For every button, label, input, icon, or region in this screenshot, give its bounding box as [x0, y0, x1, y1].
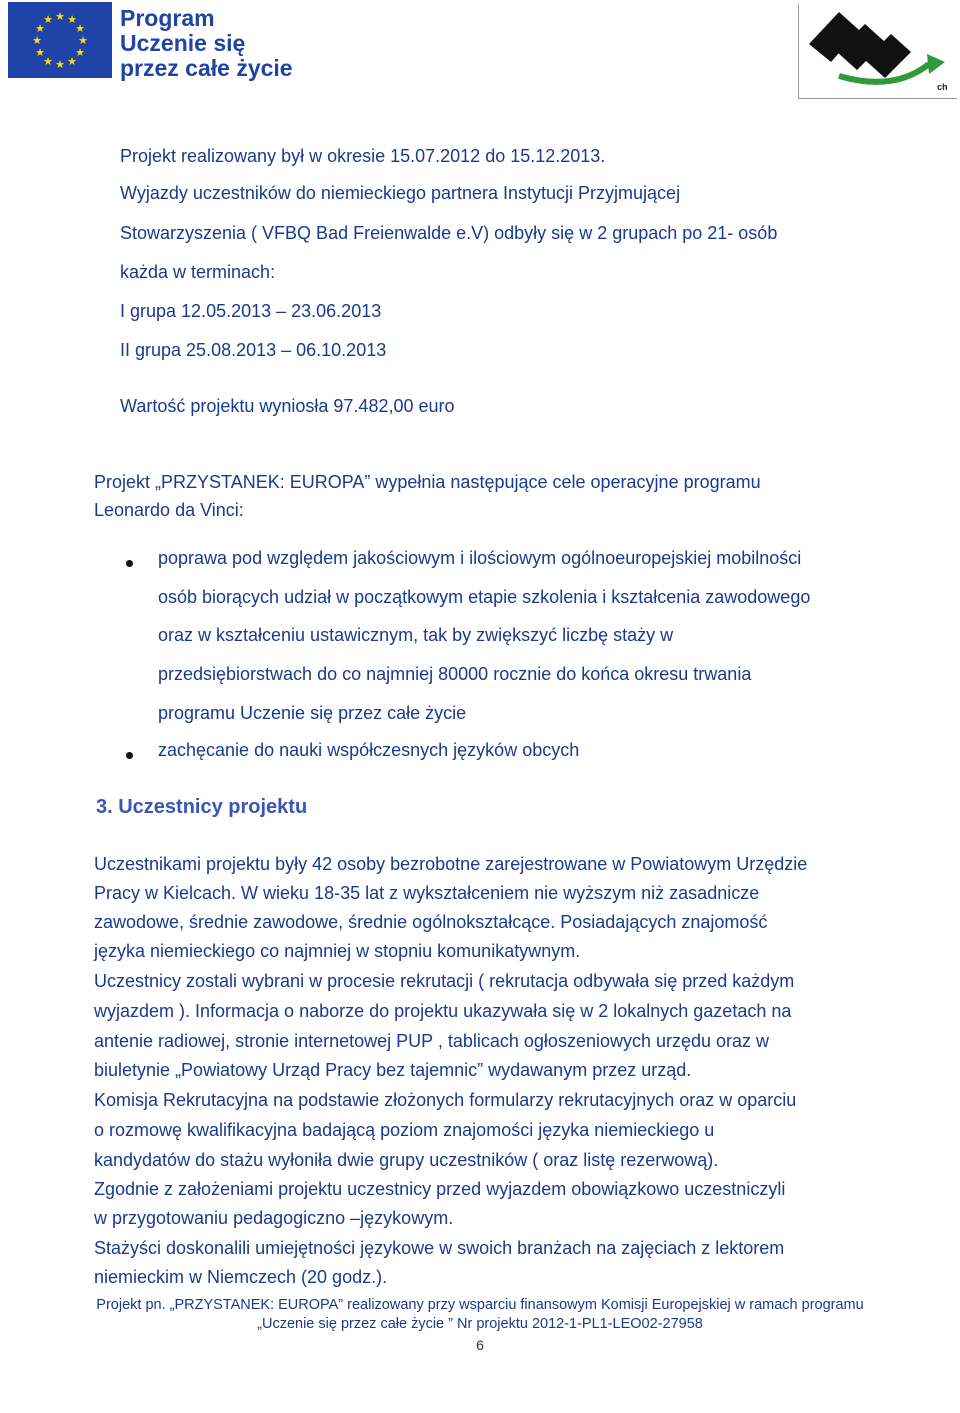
eu-stars-icon — [8, 2, 112, 78]
participants-line-1: Uczestnikami projektu były 42 osoby bezrobotne zarejestrowane w Powiatowym Urzędzie — [94, 854, 808, 874]
participants-line-2: Pracy w Kielcach. W wieku 18-35 lat z wykształceniem nie wyższym niż zasadnicze — [94, 883, 760, 903]
goal-1-line-1: poprawa pod względem jakościowym i ilościowym ogólnoeuropejskiej mobilności — [158, 548, 802, 568]
participants-line-15: niemieckim w Niemczech (20 godz.). — [94, 1267, 388, 1287]
participants-line-5: Uczestnicy zostali wybrani w procesie rekrutacji ( rekrutacja odbywała się przed każdym — [94, 971, 795, 991]
goal-1-line-3: oraz w kształceniu ustawicznym, tak by zwiększyć liczbę staży w — [158, 625, 674, 645]
participants-line-4: języka niemieckiego co najmniej w stopniu komunikatywnym. — [94, 941, 581, 961]
goal-1-line-2: osób biorących udział w początkowym etapie szkolenia i kształcenia zawodowego — [158, 587, 811, 607]
program-line-1: Program — [120, 5, 215, 31]
goal-1-line-5: programu Uczenie się przez całe życie — [158, 703, 467, 723]
bullet-icon — [126, 560, 133, 567]
program-line-3: przez całe życie — [120, 55, 293, 81]
intro-line-1: Projekt realizowany był w okresie 15.07.2012 do 15.12.2013. — [120, 146, 606, 166]
program-line-2: Uczenie się — [120, 30, 246, 56]
bullet-icon — [126, 752, 133, 759]
intro-line-3: Stowarzyszenia ( VFBQ Bad Freienwalde e.V) odbyły się w 2 grupach po 21- osób — [120, 223, 778, 243]
goal-1-line-4: przedsiębiorstwach do co najmniej 80000 rocznie do końca okresu trwania — [158, 664, 752, 684]
page-number: 6 — [476, 1337, 484, 1353]
partner-logo — [798, 4, 957, 99]
participants-line-12: Zgodnie z założeniami projektu uczestnicy przed wyjazdem obowiązkowo uczestniczyli — [94, 1179, 786, 1199]
page-header — [0, 0, 960, 100]
svg-text:★: ★ — [55, 10, 65, 23]
goals-intro-line-2: Leonardo da Vinci: — [94, 500, 244, 520]
intro-line-2: Wyjazdy uczestników do niemieckiego partnera Instytucji Przyjmującej — [120, 183, 681, 203]
participants-line-3: zawodowe, średnie zawodowe, średnie ogólnokształcące. Posiadających znajomość — [94, 912, 768, 932]
svg-text:★: ★ — [35, 46, 45, 59]
group-2-dates: II grupa 25.08.2013 – 06.10.2013 — [120, 340, 387, 360]
section-heading: 3. Uczestnicy projektu — [96, 796, 308, 818]
svg-text:★: ★ — [55, 58, 65, 71]
svg-text:★: ★ — [35, 22, 45, 35]
partner-logo-icon — [799, 4, 957, 98]
participants-line-14: Stażyści doskonalili umiejętności językowe w swoich branżach na zajęciach z lektorem — [94, 1238, 785, 1258]
goal-2: zachęcanie do nauki współczesnych języków obcych — [158, 740, 580, 760]
participants-line-8: biuletynie „Powiatowy Urząd Pracy bez tajemnic” wydawanym przez urząd. — [94, 1060, 692, 1080]
group-1-dates: I grupa 12.05.2013 – 23.06.2013 — [120, 301, 382, 321]
program-logo-text — [120, 6, 293, 81]
svg-text:★: ★ — [32, 34, 42, 47]
footer-line-2: „Uczenie się przez całe życie ” Nr projektu 2012-1-PL1-LEO02-27958 — [257, 1316, 703, 1332]
svg-text:★: ★ — [78, 34, 88, 47]
svg-text:★: ★ — [67, 55, 77, 68]
eu-flag-logo — [8, 2, 112, 78]
participants-line-7: antenie radiowej, stronie internetowej PUP , tablicach ogłoszeniowych urzędu oraz w — [94, 1031, 770, 1051]
svg-text:★: ★ — [67, 13, 77, 26]
project-value: Wartość projektu wyniosła 97.482,00 euro — [120, 396, 455, 416]
svg-text:★: ★ — [75, 22, 85, 35]
footer-line-1: Projekt pn. „PRZYSTANEK: EUROPA” realizowany przy wsparciu finansowym Komisji Europejskiej w ramach programu — [96, 1297, 864, 1313]
participants-line-10: o rozmowę kwalifikacyjna badającą poziom znajomości języka niemieckiego u — [94, 1120, 715, 1140]
svg-text:★: ★ — [43, 13, 53, 26]
intro-line-4: każda w terminach: — [120, 262, 276, 282]
participants-line-6: wyjazdem ). Informacja o naborze do projektu ukazywała się w 2 lokalnych gazetach na — [94, 1001, 792, 1021]
participants-line-11: kandydatów do stażu wyłoniła dwie grupy uczestników ( oraz listę rezerwową). — [94, 1150, 719, 1170]
partner-logo-text: ch — [937, 82, 948, 92]
svg-text:★: ★ — [75, 46, 85, 59]
goals-intro-line-1: Projekt „PRZYSTANEK: EUROPA” wypełnia następujące cele operacyjne programu — [94, 472, 761, 492]
svg-text:★: ★ — [43, 55, 53, 68]
participants-line-13: w przygotowaniu pedagogiczno –językowym. — [94, 1208, 454, 1228]
participants-line-9: Komisja Rekrutacyjna na podstawie złożonych formularzy rekrutacyjnych oraz w oparciu — [94, 1090, 797, 1110]
